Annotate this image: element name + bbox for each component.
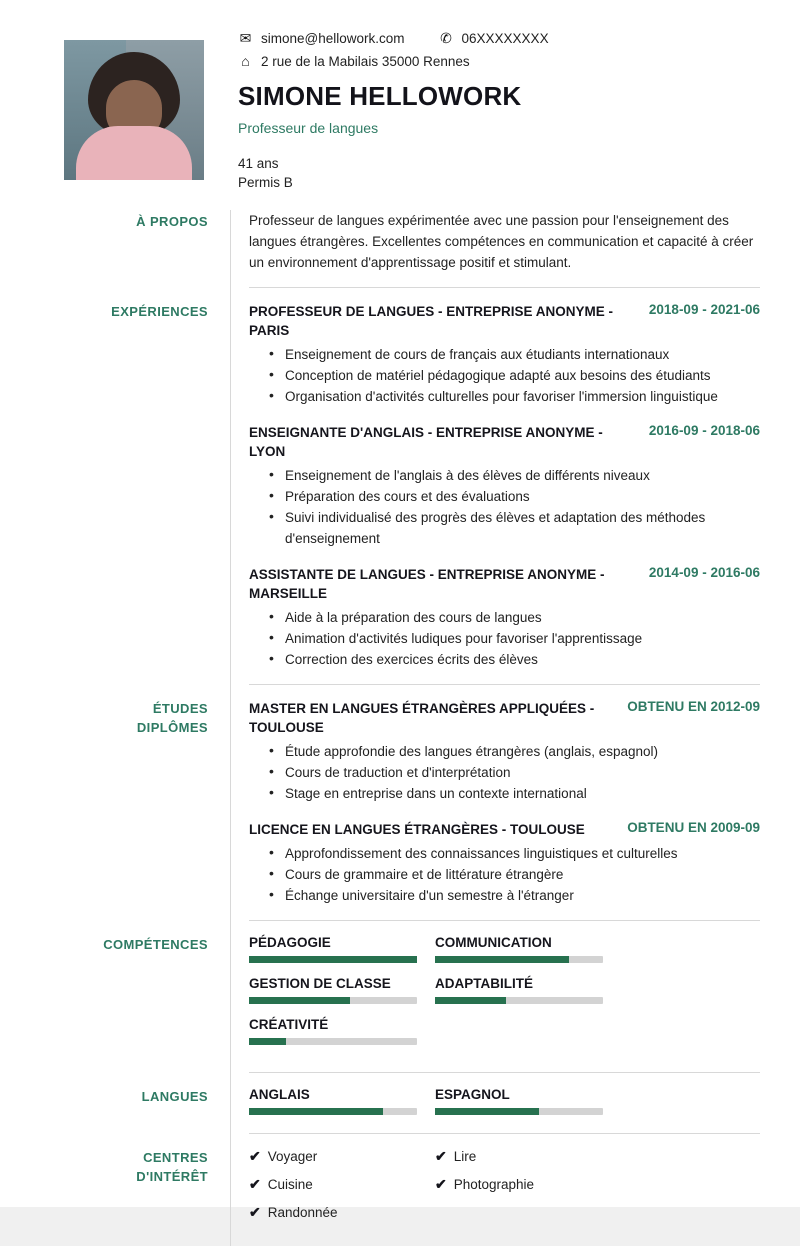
cv-header <box>0 0 800 192</box>
contact-address: 2 rue de la Mabilais 35000 Rennes <box>261 53 470 69</box>
interest-label: Photographie <box>453 1177 535 1192</box>
entry-date: 2014-09 - 2016-06 <box>648 565 760 580</box>
skill-bar <box>249 1038 417 1045</box>
check-icon: ✔ <box>249 1204 261 1220</box>
section-education <box>0 685 800 921</box>
envelope-icon: ✉ <box>239 30 252 46</box>
skill-name: ADAPTABILITÉ <box>435 976 533 991</box>
contact-row-2 <box>238 53 760 69</box>
entry-bullets <box>249 607 760 670</box>
section-skills <box>0 921 800 1073</box>
interest-item <box>249 1204 435 1221</box>
license-line: Permis B <box>238 175 293 190</box>
age-line: 41 ans <box>238 156 279 171</box>
check-icon: ✔ <box>249 1176 261 1192</box>
entry-bullets <box>249 465 760 549</box>
entry-date: OBTENU EN 2012-09 <box>627 699 760 714</box>
home-icon: ⌂ <box>241 53 250 69</box>
section-interests <box>0 1134 800 1246</box>
language-bar-fill <box>249 1108 383 1115</box>
list-item: • Approfondissement des connaissances linguistiques et culturelles <box>269 843 760 864</box>
list-item: • Stage en entreprise dans un contexte international <box>269 783 760 804</box>
education-entry <box>249 699 760 804</box>
list-item: • Organisation d'activités culturelles pour favoriser l'immersion linguistique <box>269 386 760 407</box>
list-item: • Préparation des cours et des évaluations <box>269 486 760 507</box>
skill-bar <box>249 997 417 1004</box>
section-label-education <box>40 685 230 921</box>
languages-grid <box>249 1087 760 1119</box>
experience-entry <box>249 302 760 407</box>
language-item <box>435 1087 603 1115</box>
photo-column <box>40 30 230 192</box>
skill-item <box>435 935 603 963</box>
section-label-education-line2: DIPLÔMES <box>136 720 208 735</box>
skill-item <box>249 1017 417 1045</box>
skills-grid <box>249 935 760 1058</box>
section-label-interests-line1: CENTRES <box>143 1150 208 1165</box>
phone-icon: ✆ <box>440 30 452 46</box>
contact-row-1 <box>238 30 760 47</box>
section-label-experiences: EXPÉRIENCES <box>111 304 208 319</box>
list-item: • Conception de matériel pédagogique adapté aux besoins des étudiants <box>269 365 760 386</box>
entry-bullets <box>249 741 760 804</box>
section-label-education-line1: ÉTUDES <box>152 701 208 716</box>
language-name: ESPAGNOL <box>435 1087 510 1102</box>
skill-bar <box>249 956 417 963</box>
check-icon: ✔ <box>435 1148 447 1164</box>
header-main <box>230 30 760 192</box>
section-label-skills: COMPÉTENCES <box>103 937 208 952</box>
page-title: SIMONE HELLOWORK <box>238 81 522 111</box>
interest-label: Cuisine <box>267 1177 313 1192</box>
language-bar-fill <box>435 1108 539 1115</box>
list-item: • Cours de grammaire et de littérature étrangère <box>269 864 760 885</box>
entry-date: 2016-09 - 2018-06 <box>648 423 760 438</box>
interest-item <box>435 1176 621 1193</box>
skill-name: GESTION DE CLASSE <box>249 976 391 991</box>
list-item: • Aide à la préparation des cours de langues <box>269 607 760 628</box>
skill-item <box>249 976 417 1004</box>
interest-label: Randonnée <box>267 1205 338 1220</box>
skill-item <box>435 976 603 1004</box>
entry-title: ASSISTANTE DE LANGUES - ENTREPRISE ANONYME - MARSEILLE <box>249 567 605 601</box>
entry-bullets <box>249 344 760 407</box>
about-text: Professeur de langues expérimentée avec une passion pour l'enseignement des langues étrangères. Excellentes compétences en communication et capacité à créer un environnement d'apprentissage positif et stimulant. <box>249 213 754 270</box>
list-item: • Correction des exercices écrits des élèves <box>269 649 760 670</box>
entry-title: ENSEIGNANTE D'ANGLAIS - ENTREPRISE ANONYME - LYON <box>249 425 603 459</box>
experience-entry <box>249 423 760 549</box>
skill-bar-fill <box>249 997 350 1004</box>
experience-entry <box>249 565 760 670</box>
interests-grid <box>249 1148 760 1232</box>
list-item: • Échange universitaire d'un semestre à l'étranger <box>269 885 760 906</box>
skill-bar-fill <box>249 956 417 963</box>
section-about <box>0 210 800 288</box>
list-item: • Étude approfondie des langues étrangères (anglais, espagnol) <box>269 741 760 762</box>
section-experiences <box>0 288 800 685</box>
contact-email: simone@hellowork.com <box>261 31 405 46</box>
check-icon: ✔ <box>249 1148 261 1164</box>
entry-title: LICENCE EN LANGUES ÉTRANGÈRES - TOULOUSE <box>249 822 585 837</box>
contact-phone: 06XXXXXXXX <box>461 31 549 46</box>
language-name: ANGLAIS <box>249 1087 310 1102</box>
entry-bullets <box>249 843 760 906</box>
section-label-about: À PROPOS <box>136 214 208 229</box>
entry-title: PROFESSEUR DE LANGUES - ENTREPRISE ANONYME - PARIS <box>249 304 614 338</box>
interest-label: Lire <box>453 1149 477 1164</box>
check-icon: ✔ <box>435 1176 447 1192</box>
interest-item <box>249 1176 435 1193</box>
section-label-interests <box>40 1134 230 1246</box>
skill-name: CRÉATIVITÉ <box>249 1017 329 1032</box>
skill-bar <box>435 997 603 1004</box>
skill-name: PÉDAGOGIE <box>249 935 331 950</box>
list-item: • Suivi individualisé des progrès des élèves et adaptation des méthodes d'enseignement <box>269 507 760 549</box>
section-languages <box>0 1073 800 1134</box>
list-item: • Animation d'activités ludiques pour favoriser l'apprentissage <box>269 628 760 649</box>
section-label-interests-line2: D'INTÉRÊT <box>136 1169 208 1184</box>
entry-date: 2018-09 - 2021-06 <box>648 302 760 317</box>
language-item <box>249 1087 417 1115</box>
skill-name: COMMUNICATION <box>435 935 552 950</box>
skill-bar <box>435 956 603 963</box>
entry-title: MASTER EN LANGUES ÉTRANGÈRES APPLIQUÉES - TOULOUSE <box>249 701 595 735</box>
skill-item <box>249 935 417 963</box>
interest-item <box>435 1148 621 1165</box>
avatar <box>64 40 204 180</box>
entry-date: OBTENU EN 2009-09 <box>627 820 760 835</box>
skill-bar-fill <box>249 1038 286 1045</box>
skill-bar-fill <box>435 956 569 963</box>
language-bar <box>249 1108 417 1115</box>
skill-bar-fill <box>435 997 506 1004</box>
list-item: • Cours de traduction et d'interprétation <box>269 762 760 783</box>
job-title: Professeur de langues <box>238 120 379 136</box>
list-item: • Enseignement de l'anglais à des élèves de différents niveaux <box>269 465 760 486</box>
education-entry <box>249 820 760 906</box>
language-bar <box>435 1108 603 1115</box>
list-item: • Enseignement de cours de français aux étudiants internationaux <box>269 344 760 365</box>
section-label-languages: LANGUES <box>141 1089 208 1104</box>
interest-item <box>249 1148 435 1165</box>
interest-label: Voyager <box>267 1149 318 1164</box>
